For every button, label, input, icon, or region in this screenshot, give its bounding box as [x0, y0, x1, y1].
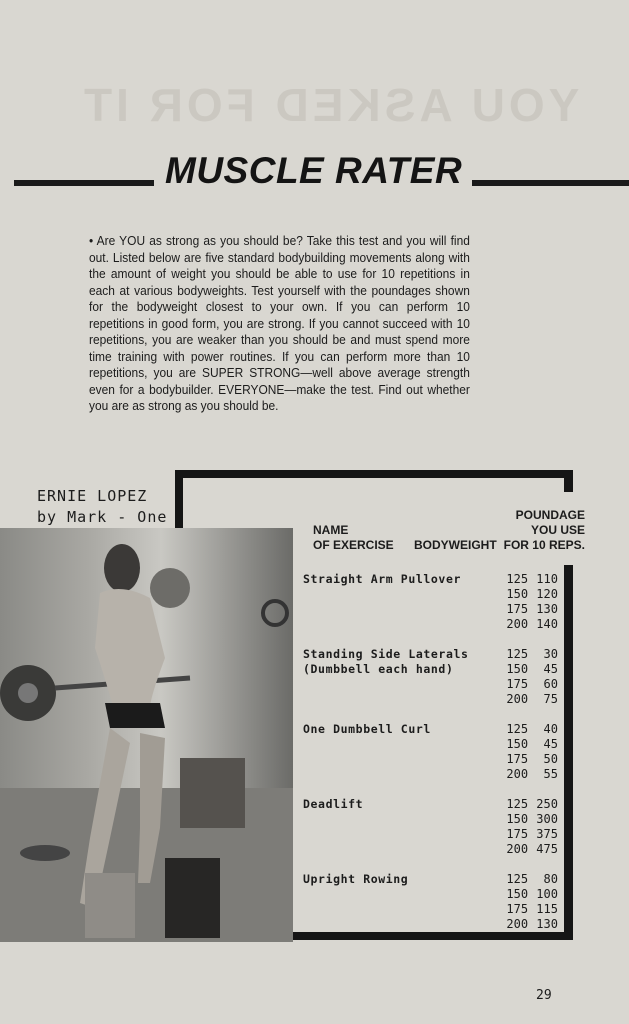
table-row	[303, 797, 558, 857]
poundage-cell: 115	[536, 902, 558, 916]
exercise-name	[303, 872, 498, 932]
bodyweight-cell: 175	[506, 752, 529, 766]
poundage-cell: 80	[543, 872, 558, 886]
table-frame-top	[175, 470, 573, 478]
bodyweight-cell: 125	[506, 797, 529, 811]
exercise-name-text: One Dumbbell Curl	[303, 722, 431, 736]
bodyweight-column	[498, 572, 528, 632]
poundage-cell: 60	[543, 677, 558, 691]
poundage-column	[528, 722, 558, 782]
exercise-name	[303, 797, 498, 857]
poundage-cell: 250	[536, 797, 558, 811]
photo-subject: ERNIE LOPEZ	[37, 487, 148, 505]
table-frame-left	[175, 470, 183, 532]
table-frame-right	[564, 565, 573, 940]
title-rule-left	[14, 180, 154, 186]
poundage-cell: 45	[543, 737, 558, 751]
title-rule-right	[472, 180, 629, 186]
exercise-table	[303, 572, 558, 947]
header-poundage-line-2: YOU USE	[530, 523, 585, 537]
poundage-cell: 55	[543, 767, 558, 781]
exercise-name	[303, 647, 498, 707]
photo-caption	[37, 486, 167, 528]
bodyweight-cell: 150	[506, 812, 529, 826]
poundage-column	[528, 872, 558, 932]
bodyweight-cell: 175	[506, 677, 529, 691]
exercise-name-text: Deadlift	[303, 797, 364, 811]
poundage-cell: 50	[543, 752, 558, 766]
exercise-name	[303, 572, 498, 632]
table-row	[303, 872, 558, 932]
bodyweight-cell: 125	[506, 647, 529, 661]
bodyweight-cell: 175	[506, 602, 529, 616]
bodyweight-cell: 125	[506, 722, 529, 736]
table-row	[303, 572, 558, 632]
bodyweight-column	[498, 797, 528, 857]
poundage-cell: 30	[543, 647, 558, 661]
exercise-name-text: Upright Rowing	[303, 872, 409, 886]
bleed-through-text: YOU ASKED FOR IT	[80, 79, 580, 131]
header-name	[313, 523, 394, 553]
poundage-cell: 130	[536, 917, 558, 931]
bodyweight-cell: 200	[506, 917, 529, 931]
bodybuilder-photo	[0, 528, 293, 942]
header-poundage	[503, 508, 585, 553]
header-poundage-line-1: POUNDAGE	[515, 508, 585, 522]
poundage-cell: 45	[543, 662, 558, 676]
poundage-cell: 130	[536, 602, 558, 616]
bodyweight-cell: 150	[506, 662, 529, 676]
bodyweight-cell: 200	[506, 767, 529, 781]
poundage-cell: 300	[536, 812, 558, 826]
poundage-column	[528, 797, 558, 857]
exercise-name-text: Straight Arm Pullover	[303, 572, 461, 586]
page-title: MUSCLE RATER	[165, 150, 463, 191]
bodyweight-cell: 150	[506, 887, 529, 901]
poundage-cell: 120	[536, 587, 558, 601]
intro-paragraph: • Are YOU as strong as you should be? Take this test and you will find out. Listed below are five standard bodybuilding movements along with the amount of weight you should be able to use for 10 repetitions in each at various bodyweights. Test yourself with the poundages shown for the bodyweight closest to your own. If you can perform 10 repetitions in good form, you are strong. If you cannot succeed with 10 repetitions, you are weaker than you should be and must spend more time training with power routines. If you can perform more than 10 repetitions, you are SUPER STRONG—well above average strength even for a bodybuilder. EVERYONE—make the test. Find out whether you are as strong as you should be.	[89, 233, 470, 413]
poundage-cell: 40	[543, 722, 558, 736]
poundage-cell: 100	[536, 887, 558, 901]
bodyweight-cell: 175	[506, 827, 529, 841]
bodyweight-column	[498, 647, 528, 707]
poundage-cell: 375	[536, 827, 558, 841]
bodyweight-cell: 150	[506, 737, 529, 751]
header-name-line-2: OF EXERCISE	[313, 538, 394, 552]
bodyweight-cell: 175	[506, 902, 529, 916]
bodyweight-cell: 200	[506, 842, 529, 856]
exercise-name	[303, 722, 498, 782]
bodyweight-cell: 200	[506, 692, 529, 706]
table-frame-right-top	[564, 470, 573, 492]
exercise-note: (Dumbbell each hand)	[303, 662, 454, 676]
table-row	[303, 647, 558, 707]
header-bodyweight: BODYWEIGHT	[414, 538, 497, 552]
bodyweight-column	[498, 872, 528, 932]
bodyweight-cell: 125	[506, 572, 529, 586]
bodyweight-cell: 200	[506, 617, 529, 631]
bodyweight-column	[498, 722, 528, 782]
exercise-name-text: Standing Side Laterals	[303, 647, 469, 661]
poundage-cell: 140	[536, 617, 558, 631]
page-number: 29	[536, 988, 552, 1003]
poundage-cell: 110	[536, 572, 558, 586]
bodyweight-cell: 125	[506, 872, 529, 886]
poundage-column	[528, 572, 558, 632]
poundage-cell: 475	[536, 842, 558, 856]
table-row	[303, 722, 558, 782]
poundage-column	[528, 647, 558, 707]
header-name-line-1: NAME	[313, 523, 349, 537]
header-poundage-line-3: FOR 10 REPS.	[503, 538, 585, 552]
bodyweight-cell: 150	[506, 587, 529, 601]
photo-credit: by Mark - One	[37, 508, 168, 526]
poundage-cell: 75	[543, 692, 558, 706]
